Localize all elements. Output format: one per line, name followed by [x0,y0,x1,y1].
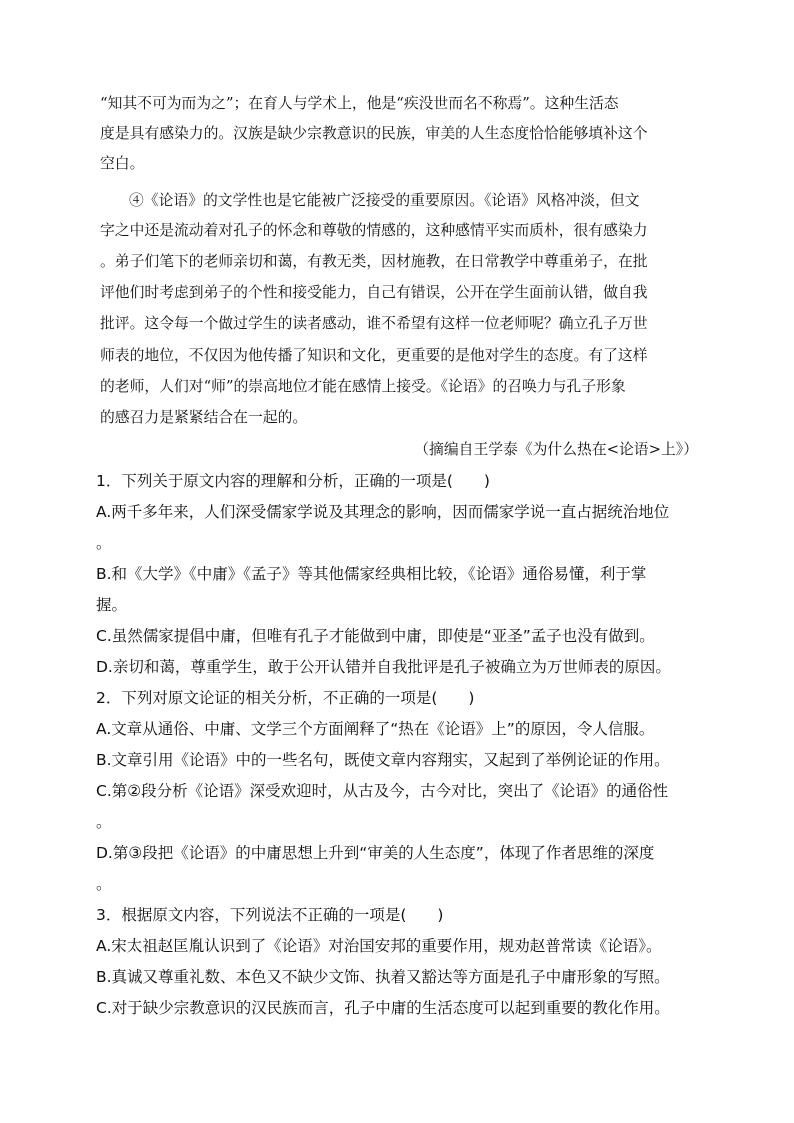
question-3-option-c: C.对于缺少宗教意识的汉民族而言，孔子中庸的生活态度可以起到重要的教化作用。 [96,999,670,1017]
passage-line: 。弟子们笔下的老师亲切和蔼，有教无类，因材施教，在日常教学中尊重弟子，在批 [100,253,648,270]
question-2-option-c: C.第②段分析《论语》深受欢迎时，从古及今，古今对比，突出了《论语》的通俗性 [96,782,669,800]
question-2-stem: 2．下列对原文论证的相关分析，不正确的一项是( ) [96,689,475,707]
option-continuation: 。 [96,534,112,552]
passage-line: 字之中还是流动着对孔子的怀念和尊敬的情感的，这种感情平实而质朴，很有感染力 [100,222,648,239]
question-1-option-c: C.虽然儒家提倡中庸，但唯有孔子才能做到中庸，即使是“亚圣”孟子也没有做到。 [96,627,655,645]
passage-line: “知其不可为而为之”；在育人与学术上，他是“疾没世而名不称焉”。这种生活态 [100,95,619,112]
passage-line: 空白。 [100,155,145,172]
passage-line: 师表的地位，不仅因为他传播了知识和文化，更重要的是他对学生的态度。有了这样 [100,347,648,364]
question-3-option-b: B.真诚又尊重礼数、本色又不缺少文饰、执着又豁达等方面是孔子中庸形象的写照。 [96,968,670,986]
option-continuation: 。 [96,875,112,893]
question-1-option-a: A.两千多年来，人们深受儒家学说及其理念的影响，因而儒家学说一直占据统治地位 [96,503,670,521]
passage-line: 批评。这令每一个做过学生的读者感动，谁不希望有这样一位老师呢？确立孔子万世 [100,315,648,332]
passage-source: （摘编自王学泰《为什么热在<论语>上》） [414,441,698,458]
question-2-option-d: D.第③段把《论语》的中庸思想上升到“审美的人生态度”，体现了作者思维的深度 [96,844,655,862]
passage-line: 评他们时考虑到弟子的个性和接受能力，自己有错误，公开在学生面前认错，做自我 [100,284,648,301]
question-3-option-a: A.宋太祖赵匡胤认识到了《论语》对治国安邦的重要作用，规劝赵普常读《论语》。 [96,937,662,955]
question-2-option-b: B.文章引用《论语》中的一些名句，既使文章内容翔实，又起到了举例论证的作用。 [96,751,670,769]
option-continuation: 。 [96,813,112,831]
question-1-option-d: D.亲切和蔼，尊重学生，敢于公开认错并自我批评是孔子被确立为万世师表的原因。 [96,658,671,676]
question-1-option-b: B.和《大学》《中庸》《孟子》等其他儒家经典相比较，《论语》通俗易懂，利于掌 [96,565,647,583]
passage-paragraph-4-start: ④《论语》的文学性也是它能被广泛接受的重要原因。《论语》风格冲淡，但文 [129,192,640,209]
question-1-stem: 1．下列关于原文内容的理解和分析，正确的一项是( ) [96,472,490,490]
option-continuation: 握。 [96,596,128,614]
passage-line: 的感召力是紧紧结合在一起的。 [100,409,308,426]
passage-line: 的老师，人们对“师”的崇高地位才能在感情上接受。《论语》的召唤力与孔子形象 [100,378,626,395]
question-3-stem: 3．根据原文内容，下列说法不正确的一项是( ) [96,906,444,924]
question-2-option-a: A.文章从通俗、中庸、文学三个方面阐释了“热在《论语》上”的原因，令人信服。 [96,720,655,738]
passage-line: 度是具有感染力的。汉族是缺少宗教意识的民族，审美的人生态度恰恰能够填补这个 [100,125,648,142]
